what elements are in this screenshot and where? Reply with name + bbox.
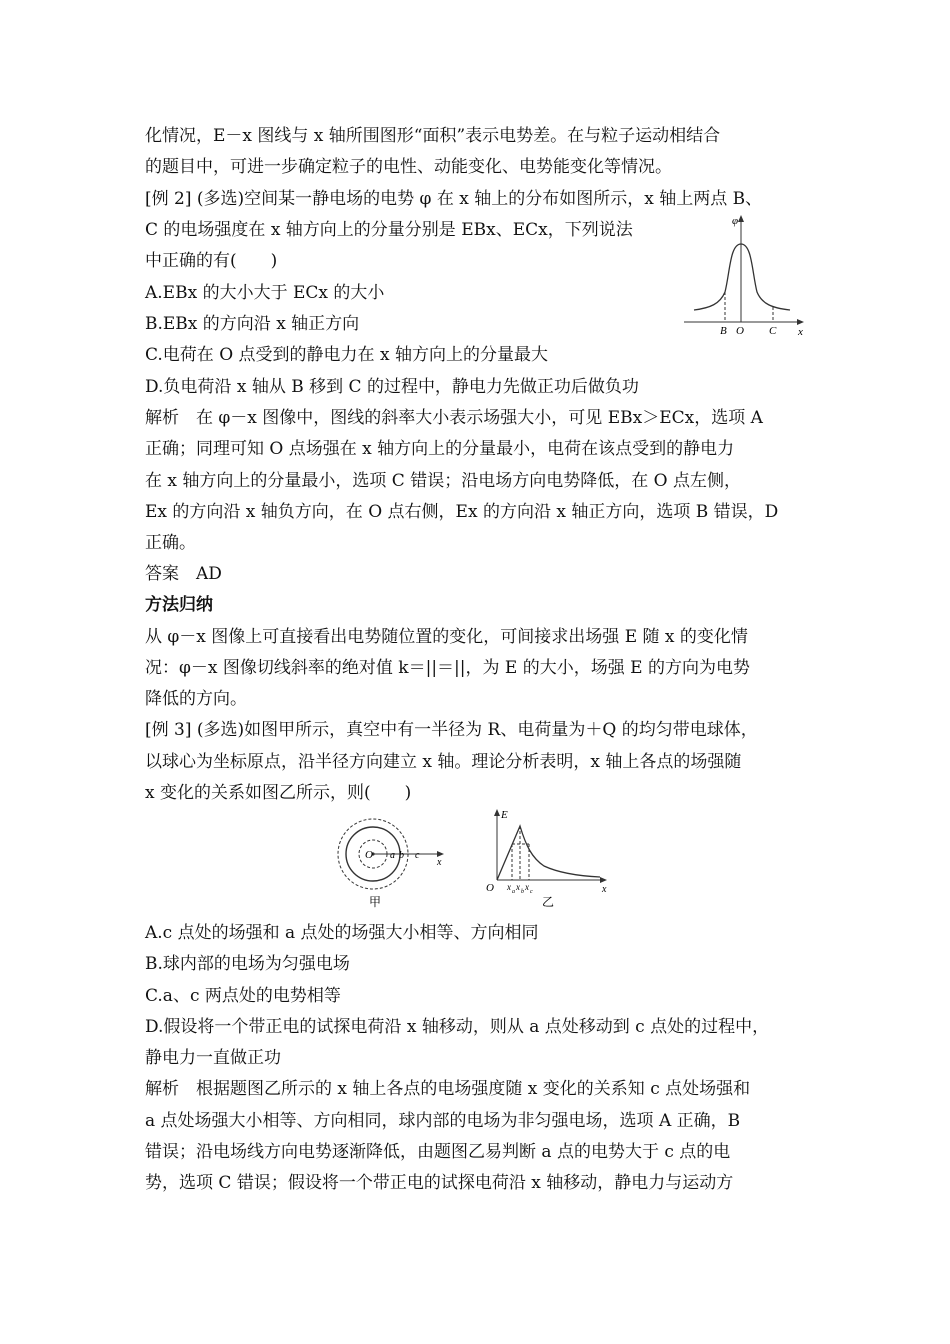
xb-subscript: b — [521, 889, 524, 895]
figure-caption-jia: 甲 — [369, 895, 382, 909]
x-label: x — [437, 857, 442, 868]
c-label: c — [415, 850, 420, 861]
analysis-text: Ex 的方向沿 x 轴负方向，在 O 点右侧，Ex 的方向沿 x 轴正方向，选项 B 错误，D — [145, 502, 779, 522]
option-d: D.假设将一个带正电的试探电荷沿 x 轴移动，则从 a 点处移动到 c 点处的过程中， — [145, 1017, 770, 1037]
analysis-text: 解析 根据题图乙所示的 x 轴上各点的电场强度随 x 变化的关系知 c 点处场强和 — [145, 1079, 751, 1099]
sphere-diagram — [335, 806, 455, 912]
phi-label: φ — [732, 215, 739, 227]
figure-caption-yi: 乙 — [542, 895, 555, 909]
analysis-text: 正确。 — [145, 533, 196, 553]
analysis-text: 解析 在 φ－x 图像中，图线的斜率大小表示场强大小，可见 EBx＞ECx，选项 A — [145, 408, 763, 428]
e-label: E — [501, 809, 508, 821]
analysis-text: 在 x 轴方向上的分量最小，选项 C 错误；沿电场方向电势降低，在 O 点左侧， — [145, 471, 741, 491]
option-a: A.c 点处的场强和 a 点处的场强大小相等、方向相同 — [145, 923, 539, 943]
o-label: O — [365, 849, 373, 861]
text-line: 的题目中，可进一步确定粒子的电性、动能变化、电势能变化等情况。 — [145, 157, 672, 177]
option-b: B.球内部的电场为匀强电场 — [145, 954, 350, 974]
text-line: C 的电场强度在 x 轴方向上的分量分别是 EBx、ECx，下列说法 — [145, 220, 633, 240]
b-label: b — [399, 850, 404, 861]
option-d: 静电力一直做正功 — [145, 1048, 281, 1068]
x-axis-arrow — [600, 877, 607, 883]
phi-axis-arrow — [738, 215, 744, 222]
example-2-heading: [例 2] (多选)空间某一静电场的电势 φ 在 x 轴上的分布如图所示，x 轴上两点 B、 — [145, 189, 763, 209]
xa-label: x — [507, 882, 511, 892]
option-c: C.电荷在 O 点受到的静电力在 x 轴方向上的分量最大 — [145, 345, 548, 365]
e-x-graph — [484, 806, 614, 912]
analysis-text: 势，选项 C 错误；假设将一个带正电的试探电荷沿 x 轴移动，静电力与运动方 — [145, 1173, 734, 1193]
option-d: D.负电荷沿 x 轴从 B 移到 C 的过程中，静电力先做正功后做负功 — [145, 377, 639, 397]
o-label: O — [486, 882, 494, 894]
o-label: O — [736, 325, 744, 337]
xc-subscript: c — [530, 889, 533, 895]
option-a: A.EBx 的大小大于 ECx 的大小 — [145, 283, 385, 303]
a-label: a — [390, 850, 395, 861]
analysis-text: a 点处场强大小相等、方向相同，球内部的电场为非匀强电场，选项 A 正确，B — [145, 1111, 741, 1131]
analysis-text: 正确；同理可知 O 点场强在 x 轴方向上的分量最小，电荷在该点受到的静电力 — [145, 439, 735, 459]
xb-label: x — [516, 882, 520, 892]
text-line: 化情况，E－x 图线与 x 轴所围图形“面积”表示电势差。在与粒子运动相结合 — [145, 126, 721, 146]
text-line: 中正确的有( ) — [145, 251, 278, 271]
x-axis-arrow — [797, 319, 804, 325]
option-b: B.EBx 的方向沿 x 轴正方向 — [145, 314, 360, 334]
b-label: B — [720, 325, 727, 337]
method-text: 降低的方向。 — [145, 689, 247, 709]
phi-x-graph — [680, 212, 810, 337]
example-3-heading: [例 3] (多选)如图甲所示，真空中有一半径为 R、电荷量为＋Q 的均匀带电球体， — [145, 720, 758, 740]
answer: 答案 AD — [145, 564, 222, 584]
analysis-text: 错误；沿电场线方向电势逐渐降低，由题图乙易判断 a 点的电势大于 c 点的电 — [145, 1142, 731, 1162]
phi-curve — [694, 244, 790, 310]
x-label: x — [798, 326, 803, 337]
method-text: 况：φ－x 图像切线斜率的绝对值 k＝||＝||，为 E 的大小，场强 E 的方向为电势 — [145, 658, 750, 678]
xa-subscript: a — [512, 889, 515, 895]
text-line: x 变化的关系如图乙所示，则( ) — [145, 783, 412, 803]
e-axis-arrow — [494, 809, 500, 816]
option-c: C.a、c 两点处的电势相等 — [145, 986, 341, 1006]
x-label: x — [602, 884, 607, 895]
text-line: 以球心为坐标原点，沿半径方向建立 x 轴。理论分析表明，x 轴上各点的场强随 — [145, 752, 742, 772]
xc-label: x — [525, 882, 529, 892]
c-label: C — [769, 325, 777, 337]
method-heading: 方法归纳 — [145, 595, 213, 615]
method-text: 从 φ－x 图像上可直接看出电势随位置的变化，可间接求出场强 E 随 x 的变化情 — [145, 627, 748, 647]
